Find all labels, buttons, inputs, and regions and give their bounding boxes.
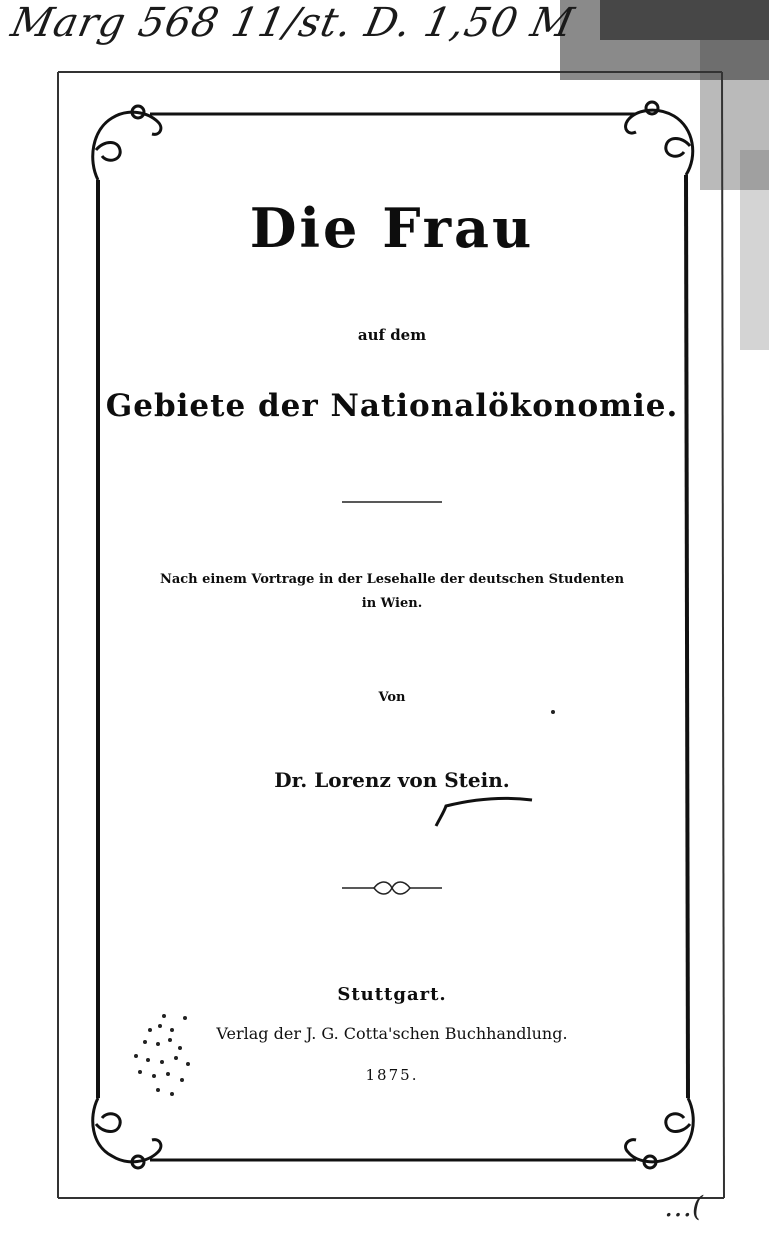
lecture-note-line-2: in Wien. <box>361 596 423 611</box>
separator-ornament <box>342 882 442 894</box>
subtitle: Gebiete der Nationalökonomie. <box>105 388 679 424</box>
corner-ornament-top-left <box>93 106 161 180</box>
corner-ornament-bottom-right <box>626 1098 694 1168</box>
lecture-note <box>96 568 688 616</box>
subtitle-connector: auf dem <box>357 326 427 344</box>
by-line: Von <box>378 690 406 705</box>
lecture-note-line-1: Nach einem Vortrage in der Lesehalle der deutschen Studenten <box>159 572 625 587</box>
publication-city: Stuttgart. <box>337 984 447 1005</box>
handwritten-shelfmark: Marg 568 11/st. D. 1,50 M <box>7 0 579 46</box>
publication-year: 1875. <box>365 1066 419 1084</box>
scan-smudge <box>560 0 769 350</box>
signature-stroke <box>436 798 532 826</box>
author-name: Dr. Lorenz von Stein. <box>274 768 510 792</box>
corner-ornament-bottom-left <box>93 1098 161 1168</box>
publisher-name: Verlag der J. G. Cotta'schen Buchhandlung. <box>216 1024 568 1043</box>
ink-speck <box>551 710 555 714</box>
book-title: Die Frau <box>249 196 535 260</box>
corner-handwritten-mark: …( <box>664 1190 703 1223</box>
corner-ornament-top-right <box>626 102 693 175</box>
